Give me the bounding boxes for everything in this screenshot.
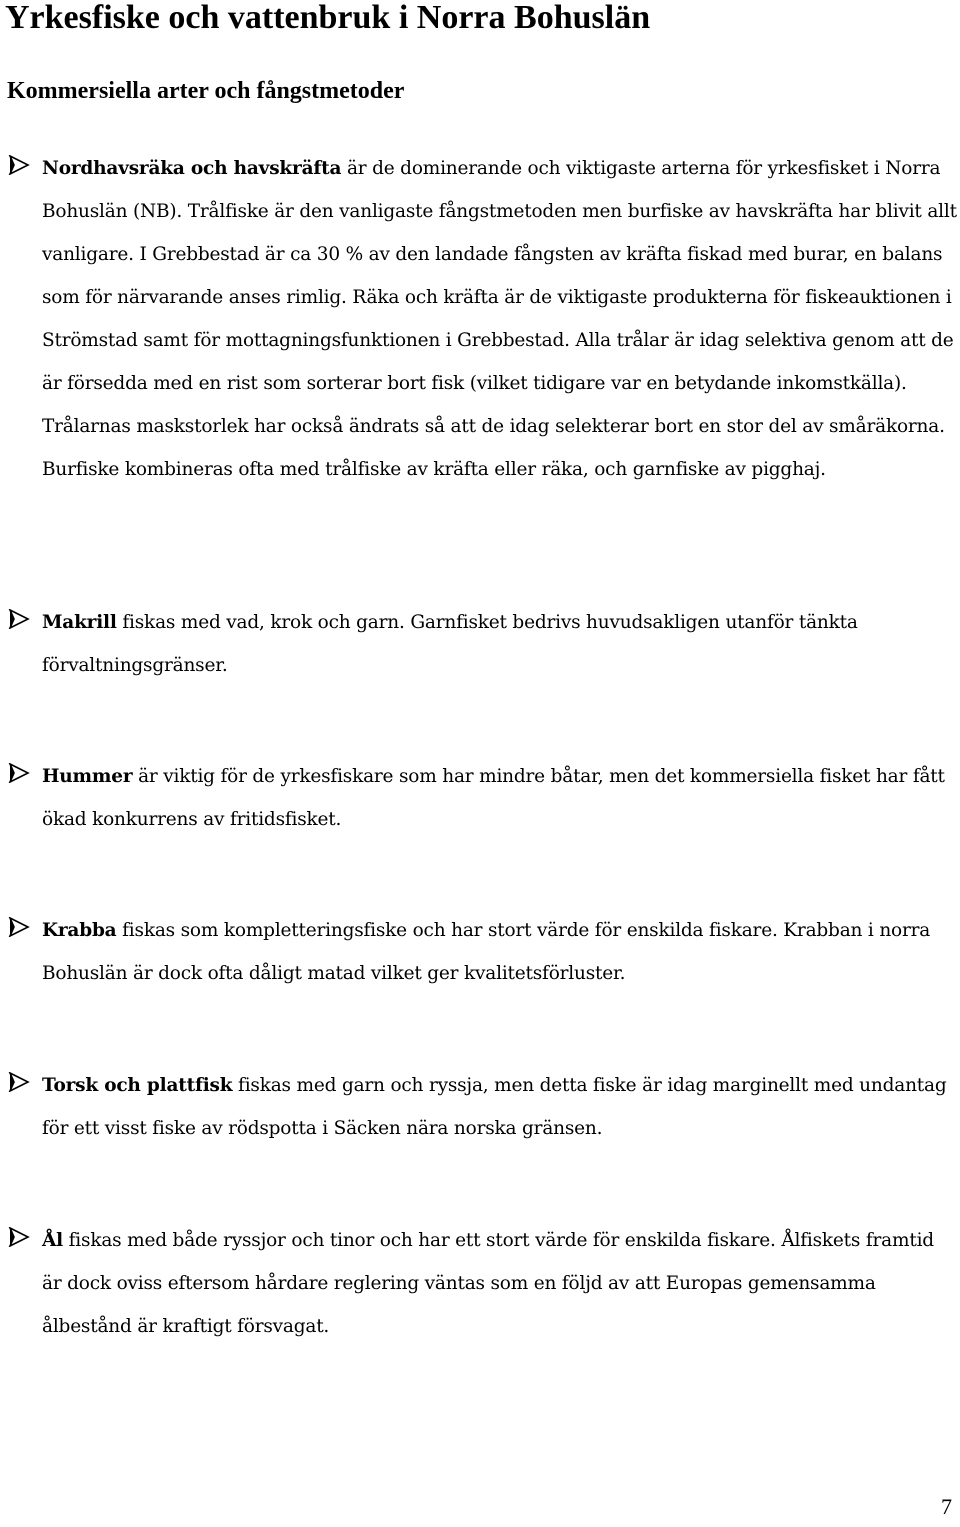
bullet-keyword: Nordhavsräka och havskräfta [42, 158, 342, 179]
bullet-keyword: Makrill [42, 612, 117, 633]
bullet-text: är de dominerande och viktigaste arterna för yrkesfisket i Norra Bohuslän (NB). Trålfiske är den vanligaste fångstmetoden men burfiske av havskräfta har blivit allt vanligare. I Grebbestad är ca 30 % av den landade fångsten av kräfta fiskad med burar, en balans som för närvarande anses rimlig. Räka och kräfta är de viktigaste produkterna för fiskeauktionen i Strömstad samt för mottagningsfunktionen i Grebbestad. Alla trålar är idag selektiva genom att de är försedda med en rist som sorterar bort fisk (vilket tidigare var en betydande inkomstkälla). Trålarnas maskstorlek har också ändrats så att de idag selekterar bort en stor del av småräkorna. Burfiske kombineras ofta med trålfiske av kräfta eller räka, och garnfiske av pigghaj. [42, 158, 957, 480]
document-title: Yrkesfiske och vattenbruk i Norra Bohuslän [5, 0, 651, 36]
bullet-keyword: Krabba [42, 920, 117, 941]
arrowhead-bullet-icon [8, 155, 30, 175]
bullet-paragraph [42, 1064, 958, 1150]
arrowhead-bullet-icon [8, 763, 30, 783]
page-number: 7 [941, 1494, 952, 1519]
bullet-paragraph [42, 755, 958, 841]
bullet-text: fiskas som kompletteringsfiske och har stort värde för enskilda fiskare. Krabban i norra Bohuslän är dock ofta dåligt matad vilket ger kvalitetsförluster. [42, 920, 931, 984]
arrowhead-bullet-icon [8, 917, 30, 937]
arrowhead-bullet-icon [8, 609, 30, 629]
bullet-text: fiskas med vad, krok och garn. Garnfisket bedrivs huvudsakligen utanför tänkta förvaltningsgränser. [42, 612, 858, 676]
bullet-text: är viktig för de yrkesfiskare som har mindre båtar, men det kommersiella fisket har fått ökad konkurrens av fritidsfisket. [42, 766, 945, 830]
section-heading: Kommersiella arter och fångstmetoder [7, 78, 405, 104]
bullet-keyword: Torsk och plattfisk [42, 1075, 233, 1096]
arrowhead-bullet-icon [8, 1072, 30, 1092]
bullet-keyword: Ål [42, 1230, 63, 1251]
bullet-paragraph [42, 601, 958, 687]
bullet-paragraph [42, 147, 958, 491]
bullet-paragraph [42, 909, 958, 995]
bullet-text: fiskas med garn och ryssja, men detta fiske är idag marginellt med undantag för ett visst fiske av rödspotta i Säcken nära norska gränsen. [42, 1075, 947, 1139]
bullet-keyword: Hummer [42, 766, 133, 787]
bullet-paragraph [42, 1219, 958, 1348]
arrowhead-bullet-icon [8, 1227, 30, 1247]
bullet-text: fiskas med både ryssjor och tinor och har ett stort värde för enskilda fiskare. Ålfiskets framtid är dock oviss eftersom hårdare reglering väntas som en följd av att Europas gemensamma ålbestånd är kraftigt försvagat. [42, 1230, 934, 1337]
